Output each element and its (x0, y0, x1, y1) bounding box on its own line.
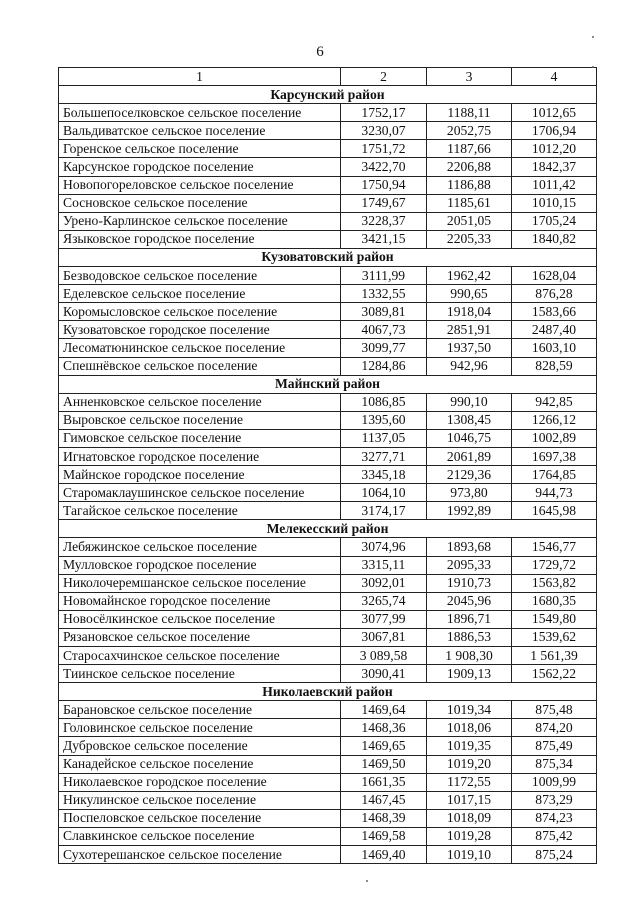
settlement-name-cell: Выровское сельское поселение (59, 411, 341, 429)
value-col3-cell: 1018,09 (427, 809, 512, 827)
table-row (59, 411, 597, 429)
settlement-name-cell: Славкинское сельское поселение (59, 827, 341, 845)
value-col4-cell: 1546,77 (512, 538, 597, 556)
district-row (59, 520, 597, 538)
value-col3-cell: 2851,91 (427, 321, 512, 339)
value-col4-cell: 1012,65 (512, 104, 597, 122)
table-row (59, 827, 597, 845)
value-col2-cell: 3111,99 (341, 267, 427, 285)
value-col4-cell: 1002,89 (512, 429, 597, 447)
table-row (59, 357, 597, 375)
value-col4-cell: 1012,20 (512, 140, 597, 158)
settlement-name-cell: Горенское сельское поселение (59, 140, 341, 158)
value-col4-cell: 873,29 (512, 791, 597, 809)
value-col4-cell: 1705,24 (512, 212, 597, 230)
value-col4-cell: 1840,82 (512, 230, 597, 248)
table-row (59, 285, 597, 303)
district-row (59, 683, 597, 701)
value-col4-cell: 942,85 (512, 393, 597, 411)
district-row (59, 375, 597, 393)
table-row (59, 104, 597, 122)
value-col4-cell: 1697,38 (512, 447, 597, 465)
value-col3-cell: 2205,33 (427, 230, 512, 248)
table-row (59, 194, 597, 212)
settlement-name-cell: Лесоматюнинское сельское поселение (59, 339, 341, 357)
table-row (59, 773, 597, 791)
table-row (59, 846, 597, 864)
value-col2-cell: 1750,94 (341, 176, 427, 194)
value-col2-cell: 3067,81 (341, 628, 427, 646)
table-row (59, 230, 597, 248)
value-col2-cell: 1469,40 (341, 846, 427, 864)
table-row (59, 592, 597, 610)
value-col3-cell: 1886,53 (427, 628, 512, 646)
value-col3-cell: 1909,13 (427, 665, 512, 683)
value-col2-cell: 3089,81 (341, 303, 427, 321)
value-col3-cell: 1019,35 (427, 737, 512, 755)
data-table (58, 67, 597, 864)
settlement-name-cell: Головинское сельское поселение (59, 719, 341, 737)
settlement-name-cell: Сухотерешанское сельское поселение (59, 846, 341, 864)
value-col4-cell: 1628,04 (512, 267, 597, 285)
value-col4-cell: 1011,42 (512, 176, 597, 194)
value-col3-cell: 1937,50 (427, 339, 512, 357)
settlement-name-cell: Николочеремшанское сельское поселение (59, 574, 341, 592)
header-cell-4: 4 (512, 68, 597, 86)
value-col4-cell: 874,20 (512, 719, 597, 737)
table-row (59, 158, 597, 176)
settlement-name-cell: Гимовское сельское поселение (59, 429, 341, 447)
value-col3-cell: 2206,88 (427, 158, 512, 176)
value-col2-cell: 4067,73 (341, 321, 427, 339)
value-col2-cell: 3077,99 (341, 610, 427, 628)
table-row (59, 429, 597, 447)
table-row (59, 484, 597, 502)
settlement-name-cell: Майнское городское поселение (59, 466, 341, 484)
table-row (59, 212, 597, 230)
value-col3-cell: 2045,96 (427, 592, 512, 610)
settlement-name-cell: Тагайское сельское поселение (59, 502, 341, 520)
value-col4-cell: 1842,37 (512, 158, 597, 176)
value-col2-cell: 1137,05 (341, 429, 427, 447)
value-col3-cell: 1308,45 (427, 411, 512, 429)
value-col3-cell: 1187,66 (427, 140, 512, 158)
value-col2-cell: 1661,35 (341, 773, 427, 791)
table-row (59, 556, 597, 574)
table-row (59, 122, 597, 140)
value-col2-cell: 1467,45 (341, 791, 427, 809)
settlement-name-cell: Никулинское сельское поселение (59, 791, 341, 809)
value-col2-cell: 1752,17 (341, 104, 427, 122)
value-col2-cell: 1469,58 (341, 827, 427, 845)
value-col2-cell: 1468,39 (341, 809, 427, 827)
value-col3-cell: 2052,75 (427, 122, 512, 140)
value-col2-cell: 1332,55 (341, 285, 427, 303)
value-col4-cell: 1764,85 (512, 466, 597, 484)
value-col3-cell: 2051,05 (427, 212, 512, 230)
table-row (59, 809, 597, 827)
value-col4-cell: 1562,22 (512, 665, 597, 683)
settlement-name-cell: Дубровское сельское поселение (59, 737, 341, 755)
value-col2-cell: 1468,36 (341, 719, 427, 737)
settlement-name-cell: Поспеловское сельское поселение (59, 809, 341, 827)
value-col2-cell: 3277,71 (341, 447, 427, 465)
value-col4-cell: 828,59 (512, 357, 597, 375)
value-col3-cell: 973,80 (427, 484, 512, 502)
value-col3-cell: 942,96 (427, 357, 512, 375)
value-col4-cell: 1583,66 (512, 303, 597, 321)
table-row (59, 665, 597, 683)
header-row (59, 68, 597, 86)
value-col2-cell: 1749,67 (341, 194, 427, 212)
settlement-name-cell: Сосновское сельское поселение (59, 194, 341, 212)
value-col4-cell: 1729,72 (512, 556, 597, 574)
value-col3-cell: 1019,20 (427, 755, 512, 773)
table-row (59, 574, 597, 592)
value-col3-cell: 990,10 (427, 393, 512, 411)
header-cell-1: 1 (59, 68, 341, 86)
value-col3-cell: 1046,75 (427, 429, 512, 447)
value-col4-cell: 1010,15 (512, 194, 597, 212)
value-col4-cell: 875,49 (512, 737, 597, 755)
value-col3-cell: 1018,06 (427, 719, 512, 737)
district-heading: Майнский район (59, 375, 597, 393)
value-col3-cell: 1 908,30 (427, 647, 512, 665)
settlement-name-cell: Языковское городское поселение (59, 230, 341, 248)
value-col2-cell: 1469,64 (341, 701, 427, 719)
value-col3-cell: 1893,68 (427, 538, 512, 556)
value-col2-cell: 3315,11 (341, 556, 427, 574)
scan-speck (592, 36, 594, 38)
header-cell-3: 3 (427, 68, 512, 86)
settlement-name-cell: Мулловское городское поселение (59, 556, 341, 574)
district-heading: Кузоватовский район (59, 248, 597, 266)
settlement-name-cell: Старомаклаушинское сельское поселение (59, 484, 341, 502)
settlement-name-cell: Старосахчинское сельское поселение (59, 647, 341, 665)
settlement-name-cell: Барановское сельское поселение (59, 701, 341, 719)
value-col2-cell: 3074,96 (341, 538, 427, 556)
value-col2-cell: 1086,85 (341, 393, 427, 411)
value-col4-cell: 875,24 (512, 846, 597, 864)
value-col4-cell: 1009,99 (512, 773, 597, 791)
value-col2-cell: 3345,18 (341, 466, 427, 484)
settlement-name-cell: Кузоватовское городское поселение (59, 321, 341, 339)
value-col4-cell: 874,23 (512, 809, 597, 827)
value-col4-cell: 1539,62 (512, 628, 597, 646)
settlement-name-cell: Новопогореловское сельское поселение (59, 176, 341, 194)
table-row (59, 791, 597, 809)
table-row (59, 140, 597, 158)
table-row (59, 321, 597, 339)
settlement-name-cell: Игнатовское городское поселение (59, 447, 341, 465)
settlement-name-cell: Новомайнское городское поселение (59, 592, 341, 610)
value-col2-cell: 1469,65 (341, 737, 427, 755)
value-col2-cell: 3422,70 (341, 158, 427, 176)
value-col3-cell: 1918,04 (427, 303, 512, 321)
value-col4-cell: 1645,98 (512, 502, 597, 520)
value-col4-cell: 1563,82 (512, 574, 597, 592)
value-col2-cell: 3230,07 (341, 122, 427, 140)
table-row (59, 647, 597, 665)
value-col2-cell: 1469,50 (341, 755, 427, 773)
value-col2-cell: 3 089,58 (341, 647, 427, 665)
value-col3-cell: 990,65 (427, 285, 512, 303)
value-col4-cell: 2487,40 (512, 321, 597, 339)
settlement-name-cell: Тиинское сельское поселение (59, 665, 341, 683)
value-col3-cell: 2061,89 (427, 447, 512, 465)
settlement-name-cell: Рязановское сельское поселение (59, 628, 341, 646)
district-row (59, 248, 597, 266)
table-row (59, 755, 597, 773)
settlement-name-cell: Новосёлкинское сельское поселение (59, 610, 341, 628)
value-col3-cell: 1896,71 (427, 610, 512, 628)
table-row (59, 502, 597, 520)
table-row (59, 339, 597, 357)
scan-speck (592, 66, 594, 68)
value-col3-cell: 2129,36 (427, 466, 512, 484)
table-row (59, 701, 597, 719)
value-col2-cell: 3174,17 (341, 502, 427, 520)
value-col3-cell: 1019,10 (427, 846, 512, 864)
value-col2-cell: 3092,01 (341, 574, 427, 592)
district-heading: Николаевский район (59, 683, 597, 701)
table-row (59, 393, 597, 411)
table-body (59, 68, 597, 864)
value-col4-cell: 1549,80 (512, 610, 597, 628)
value-col3-cell: 1992,89 (427, 502, 512, 520)
page-number: 6 (316, 44, 324, 60)
value-col2-cell: 1395,60 (341, 411, 427, 429)
value-col3-cell: 1910,73 (427, 574, 512, 592)
table-row (59, 303, 597, 321)
value-col3-cell: 1188,11 (427, 104, 512, 122)
table-row (59, 447, 597, 465)
value-col2-cell: 1064,10 (341, 484, 427, 502)
value-col2-cell: 1751,72 (341, 140, 427, 158)
value-col4-cell: 1603,10 (512, 339, 597, 357)
value-col4-cell: 1680,35 (512, 592, 597, 610)
value-col3-cell: 1019,34 (427, 701, 512, 719)
value-col3-cell: 1186,88 (427, 176, 512, 194)
settlement-name-cell: Вальдиватское сельское поселение (59, 122, 341, 140)
settlement-name-cell: Анненковское сельское поселение (59, 393, 341, 411)
district-heading: Карсунский район (59, 86, 597, 104)
district-heading: Мелекесский район (59, 520, 597, 538)
value-col4-cell: 875,48 (512, 701, 597, 719)
settlement-name-cell: Лебяжинское сельское поселение (59, 538, 341, 556)
value-col4-cell: 1266,12 (512, 411, 597, 429)
value-col3-cell: 1017,15 (427, 791, 512, 809)
table-row (59, 737, 597, 755)
table-row (59, 466, 597, 484)
district-row (59, 86, 597, 104)
settlement-name-cell: Еделевское сельское поселение (59, 285, 341, 303)
scan-speck (366, 880, 368, 882)
settlement-name-cell: Большепоселковское сельское поселение (59, 104, 341, 122)
settlement-name-cell: Коромысловское сельское поселение (59, 303, 341, 321)
settlement-name-cell: Карсунское городское поселение (59, 158, 341, 176)
settlement-name-cell: Канадейское сельское поселение (59, 755, 341, 773)
value-col4-cell: 1 561,39 (512, 647, 597, 665)
value-col2-cell: 3228,37 (341, 212, 427, 230)
table-row (59, 538, 597, 556)
settlement-name-cell: Урено-Карлинское сельское поселение (59, 212, 341, 230)
value-col3-cell: 2095,33 (427, 556, 512, 574)
value-col3-cell: 1172,55 (427, 773, 512, 791)
value-col4-cell: 875,34 (512, 755, 597, 773)
value-col3-cell: 1019,28 (427, 827, 512, 845)
value-col2-cell: 1284,86 (341, 357, 427, 375)
table-row (59, 267, 597, 285)
value-col3-cell: 1185,61 (427, 194, 512, 212)
table-row (59, 719, 597, 737)
header-cell-2: 2 (341, 68, 427, 86)
settlement-name-cell: Николаевское городское поселение (59, 773, 341, 791)
table-row (59, 610, 597, 628)
table-row (59, 628, 597, 646)
value-col4-cell: 944,73 (512, 484, 597, 502)
value-col4-cell: 1706,94 (512, 122, 597, 140)
settlement-name-cell: Спешнёвское сельское поселение (59, 357, 341, 375)
value-col4-cell: 875,42 (512, 827, 597, 845)
value-col3-cell: 1962,42 (427, 267, 512, 285)
settlement-name-cell: Безводовское сельское поселение (59, 267, 341, 285)
value-col2-cell: 3099,77 (341, 339, 427, 357)
value-col2-cell: 3090,41 (341, 665, 427, 683)
table-row (59, 176, 597, 194)
value-col2-cell: 3265,74 (341, 592, 427, 610)
value-col4-cell: 876,28 (512, 285, 597, 303)
value-col2-cell: 3421,15 (341, 230, 427, 248)
